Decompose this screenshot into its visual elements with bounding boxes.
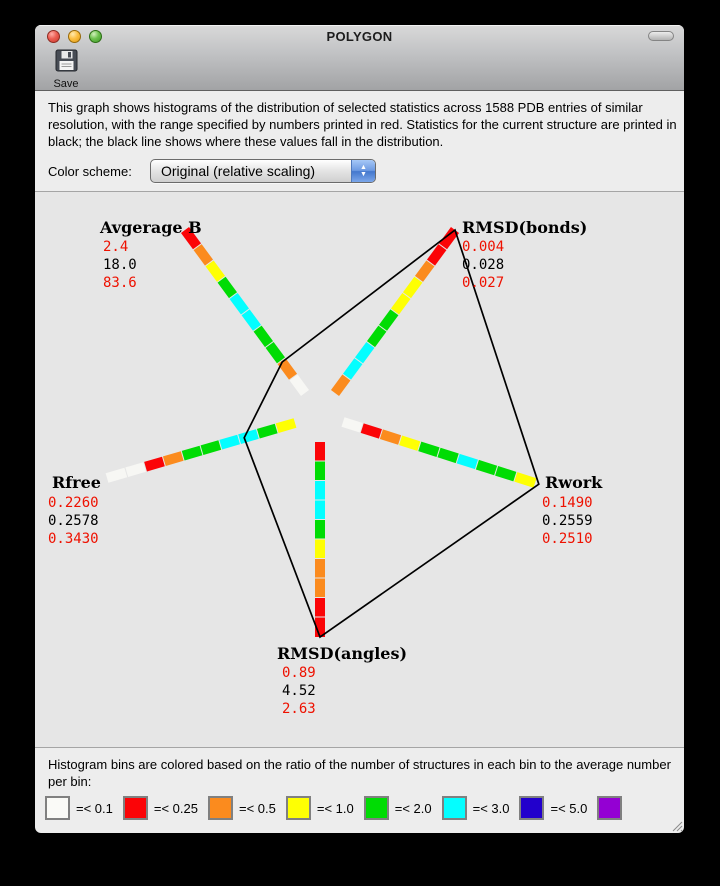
legend-bin-blue — [519, 796, 587, 820]
histogram-segment-rmsd-bonds — [419, 263, 430, 278]
histogram-segment-rwork — [497, 471, 515, 477]
histogram-segment-rfree — [183, 451, 201, 456]
chevron-down-icon: ▼ — [360, 171, 367, 178]
chevron-up-icon: ▲ — [360, 164, 367, 171]
histogram-segment-rmsd-bonds — [395, 296, 406, 311]
legend-bin-row — [45, 795, 681, 821]
axis-title-avgerage-b: Avgerage B — [100, 218, 202, 237]
histogram-segment-rfree — [277, 423, 295, 428]
window-chrome — [35, 25, 684, 91]
axis-max-value-rmsd-angles: 2.63 — [282, 701, 316, 717]
floppy-disk-icon — [54, 49, 79, 77]
axis-max-value-rwork: 0.2510 — [542, 531, 593, 547]
histogram-segment-rwork — [477, 465, 495, 471]
histogram-segment-rmsd-bonds — [383, 312, 394, 327]
histogram-segment-rwork — [381, 434, 399, 440]
description-text: This graph shows histograms of the distribution of selected statistics across 1588 PDB entries of similar resolution, with the range specified by numbers printed in red. Statistics for the current structure are printed in black; the black line shows where these values fall in the distribution. — [48, 100, 677, 149]
histogram-segment-avgerage-b — [222, 280, 233, 295]
histogram-segment-avgerage-b — [246, 312, 257, 327]
histogram-segment-rwork — [362, 428, 380, 434]
legend-bin-red — [123, 796, 198, 820]
resize-grip-icon[interactable] — [670, 819, 683, 832]
legend-bin-orange — [208, 796, 276, 820]
axis-title-rmsd-angles: RMSD(angles) — [277, 644, 408, 663]
toolbar — [35, 47, 684, 91]
legend-bin-label: =< 2.0 — [394, 800, 432, 816]
axis-min-value-rmsd-angles: 0.89 — [282, 665, 316, 681]
legend-swatch-blue — [519, 796, 544, 820]
histogram-segment-rmsd-bonds — [407, 280, 418, 295]
legend-bin-label: =< 0.25 — [153, 800, 198, 816]
axis-min-value-rmsd-bonds: 0.004 — [462, 239, 505, 255]
axis-current-value-rmsd-angles: 4.52 — [282, 683, 316, 699]
axis-min-value-rwork: 0.1490 — [542, 495, 593, 511]
legend-description: Histogram bins are colored based on the ratio of the number of structures in each bin to the average number per bin: — [48, 757, 671, 789]
polygon-window — [35, 25, 684, 833]
axis-title-rfree: Rfree — [52, 473, 101, 492]
legend-swatch-orange — [208, 796, 233, 820]
legend-bin-white — [45, 796, 113, 820]
histogram-segment-rmsd-bonds — [431, 247, 442, 262]
popup-stepper[interactable] — [351, 160, 375, 182]
legend-bin-cyan — [442, 796, 510, 820]
legend-swatch-red — [123, 796, 148, 820]
histogram-segment-rfree — [202, 445, 220, 450]
legend-swatch-green — [364, 796, 389, 820]
axis-title-rmsd-bonds: RMSD(bonds) — [462, 218, 588, 237]
histogram-segment-rfree — [107, 473, 126, 479]
separator — [35, 747, 684, 748]
legend-swatch-yellow — [286, 796, 311, 820]
histogram-segment-rfree — [164, 456, 182, 461]
histogram-segment-avgerage-b — [294, 378, 305, 393]
histogram-segment-avgerage-b — [282, 361, 293, 376]
color-scheme-label: Color scheme: — [48, 164, 132, 179]
axis-current-value-avgerage-b: 18.0 — [103, 257, 137, 273]
axis-min-value-avgerage-b: 2.4 — [103, 239, 129, 255]
window-title: POLYGON — [326, 29, 393, 44]
axis-max-value-rfree: 0.3430 — [48, 531, 99, 547]
legend-swatch-purple — [597, 796, 622, 820]
legend-bin-label: =< 1.0 — [316, 800, 354, 816]
color-scheme-selected-value: Original (relative scaling) — [161, 163, 316, 179]
histogram-segment-rfree — [240, 434, 258, 439]
histogram-segment-rfree — [127, 467, 145, 472]
legend-bin-yellow — [286, 796, 354, 820]
legend-bin-label: =< 3.0 — [472, 800, 510, 816]
histogram-segment-rwork — [516, 477, 535, 483]
axis-min-value-rfree: 0.2260 — [48, 495, 99, 511]
legend-bin-green — [364, 796, 432, 820]
histogram-segment-rwork — [458, 459, 476, 465]
axis-max-value-rmsd-bonds: 0.027 — [462, 275, 505, 291]
title-bar[interactable] — [35, 25, 684, 47]
radar-chart-area — [35, 192, 684, 747]
legend-bin-label: =< 0.5 — [238, 800, 276, 816]
histogram-segment-avgerage-b — [258, 329, 269, 344]
toolbar-toggle-button[interactable] — [648, 31, 674, 41]
legend-swatch-cyan — [442, 796, 467, 820]
legend-swatch-white — [45, 796, 70, 820]
histogram-segment-rmsd-bonds — [335, 378, 346, 393]
histogram-segment-rwork — [401, 440, 419, 446]
axis-max-value-avgerage-b: 83.6 — [103, 275, 137, 291]
histogram-segment-avgerage-b — [210, 263, 221, 278]
save-button-label: Save — [53, 78, 79, 90]
radar-histogram-chart — [35, 192, 684, 747]
legend-bin-purple — [597, 796, 628, 820]
axis-title-rwork: Rwork — [545, 473, 603, 492]
legend-bin-label: =< 5.0 — [550, 800, 588, 816]
histogram-segment-rfree — [221, 440, 239, 445]
histogram-segment-rwork — [343, 422, 361, 428]
histogram-segment-rmsd-bonds — [359, 345, 370, 360]
histogram-segment-rwork — [439, 453, 457, 459]
histogram-segment-rmsd-bonds — [371, 329, 382, 344]
axis-current-value-rmsd-bonds: 0.028 — [462, 257, 505, 273]
axis-current-value-rwork: 0.2559 — [542, 513, 593, 529]
axis-current-value-rfree: 0.2578 — [48, 513, 99, 529]
histogram-segment-rfree — [146, 462, 164, 467]
histogram-segment-avgerage-b — [198, 247, 209, 262]
histogram-segment-avgerage-b — [270, 345, 281, 360]
histogram-segment-rmsd-bonds — [347, 361, 358, 376]
histogram-segment-rfree — [258, 429, 276, 434]
histogram-segment-rwork — [420, 446, 438, 452]
histogram-segment-avgerage-b — [234, 296, 245, 311]
color-scheme-select[interactable] — [150, 159, 376, 183]
save-button[interactable] — [45, 49, 87, 89]
legend-bin-label: =< 0.1 — [76, 800, 113, 816]
